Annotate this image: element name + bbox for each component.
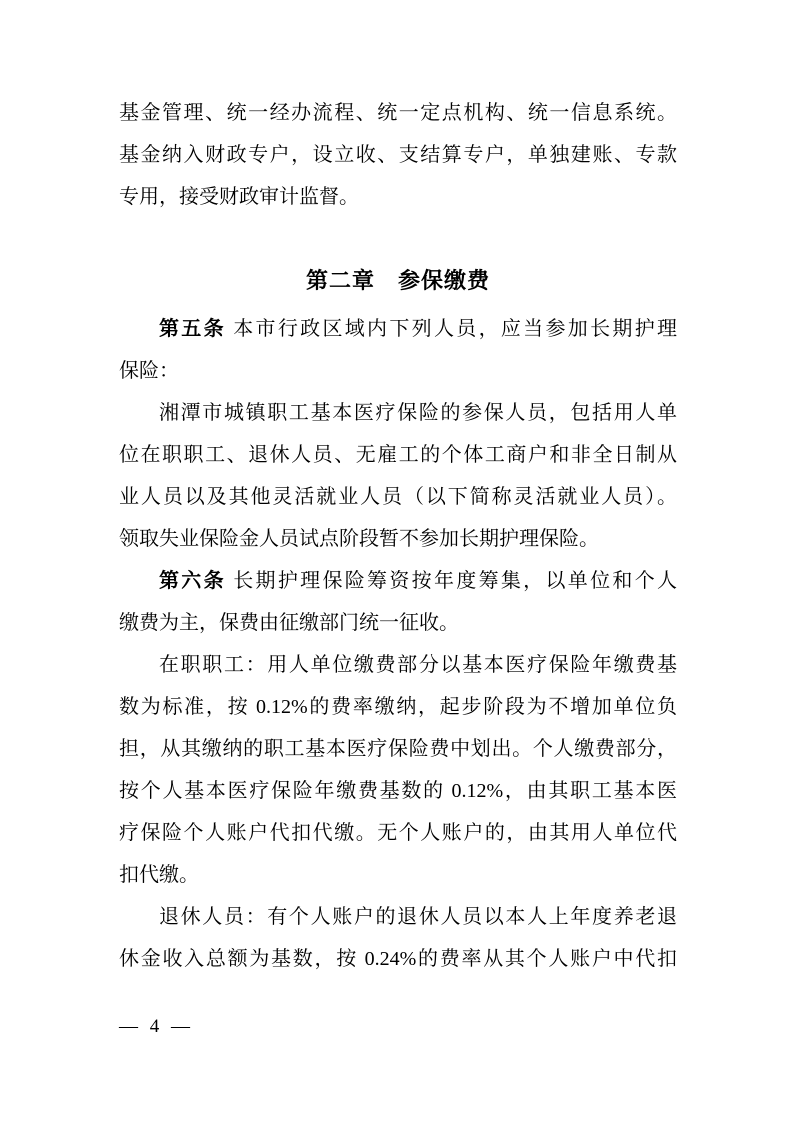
text-line — [119, 896, 677, 938]
text-line — [119, 812, 677, 854]
text-run: 业人员以及其他灵活就业人员（以下简称灵活就业人员）。 — [119, 486, 677, 508]
bold-text-run: 第五条 — [159, 318, 226, 340]
text-run: 位在职职工、退休人员、无雇工的个体工商户和非全日制从 — [119, 444, 677, 466]
text-run: 数为标准，按 0.12%的费率缴纳，起步阶段为不增加单位负 — [119, 696, 677, 718]
text-line — [119, 518, 677, 560]
text-run: 基金管理、统一经办流程、统一定点机构、统一信息系统。 — [119, 102, 677, 124]
text-line — [119, 434, 677, 476]
retiree-contribution-paragraph — [119, 896, 677, 980]
text-run: 休金收入总额为基数，按 0.24%的费率从其个人账户中代扣 — [119, 948, 677, 970]
covered-persons-paragraph — [119, 392, 677, 560]
text-run: 缴费为主，保费由征缴部门统一征收。 — [119, 612, 459, 634]
text-run: 保险： — [119, 360, 179, 382]
text-line — [119, 308, 677, 350]
employee-contribution-paragraph — [119, 644, 677, 896]
text-run: 退休人员：有个人账户的退休人员以本人上年度养老退 — [159, 906, 677, 928]
text-line — [119, 938, 677, 980]
article-5-paragraph — [119, 308, 677, 392]
text-line — [119, 644, 677, 686]
article-6-paragraph — [119, 560, 677, 644]
page-footer — [119, 1014, 192, 1040]
chapter-2-heading: 第二章 参保缴费 — [305, 268, 490, 293]
text-line — [119, 602, 677, 644]
bold-text-run: 第六条 — [159, 570, 226, 592]
text-line — [119, 770, 677, 812]
text-line — [119, 92, 677, 134]
text-run: 按个人基本医疗保险年缴费基数的 0.12%，由其职工基本医 — [119, 780, 677, 802]
text-run: 湘潭市城镇职工基本医疗保险的参保人员，包括用人单 — [159, 402, 677, 424]
text-run: 担，从其缴纳的职工基本医疗保险费中划出。个人缴费部分， — [119, 738, 677, 760]
text-run: 专用，接受财政审计监督。 — [119, 186, 359, 208]
text-line — [119, 560, 677, 602]
text-run: 扣代缴。 — [119, 864, 199, 886]
text-run: 基金纳入财政专户，设立收、支结算专户，单独建账、专款 — [119, 144, 677, 166]
text-line — [119, 392, 677, 434]
text-line — [119, 350, 677, 392]
text-run: 在职职工：用人单位缴费部分以基本医疗保险年缴费基 — [159, 654, 677, 676]
page-number: — 4 — — [119, 1016, 192, 1037]
text-line — [119, 476, 677, 518]
text-run: 本市行政区域内下列人员，应当参加长期护理 — [225, 318, 677, 340]
text-run: 疗保险个人账户代扣代缴。无个人账户的，由其用人单位代 — [119, 822, 677, 844]
text-line — [119, 854, 677, 896]
document-body — [119, 92, 677, 980]
text-run: 长期护理保险筹资按年度筹集，以单位和个人 — [225, 570, 677, 592]
text-line — [119, 134, 677, 176]
text-line — [119, 176, 677, 218]
text-line — [119, 686, 677, 728]
text-run: 领取失业保险金人员试点阶段暂不参加长期护理保险。 — [119, 528, 599, 550]
text-line — [119, 728, 677, 770]
fund-management-paragraph — [119, 92, 677, 218]
